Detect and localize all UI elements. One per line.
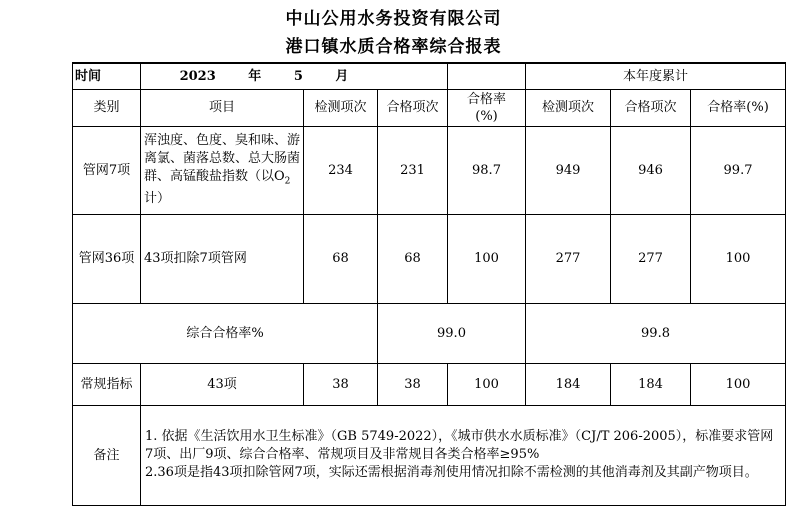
overall-cum-value: 99.8 (526, 303, 786, 363)
col-rate (448, 89, 526, 126)
time-row-spacer (448, 63, 526, 89)
row-category: 管网7项 (73, 126, 141, 214)
row-cum-rate: 99.7 (691, 126, 786, 214)
column-header-row (73, 89, 786, 126)
routine-row (73, 363, 786, 405)
col-rate-line2: (%) (475, 108, 498, 124)
row-rate: 100 (448, 214, 526, 303)
remarks-row (73, 405, 786, 505)
routine-tested: 38 (304, 363, 378, 405)
row-cum-passed: 946 (611, 126, 691, 214)
col-cum-passed: 合格项次 (611, 89, 691, 126)
row-cum-tested: 277 (526, 214, 611, 303)
company-name: 中山公用水务投资有限公司 (285, 9, 502, 29)
overall-month-value: 99.0 (378, 303, 526, 363)
routine-category: 常规指标 (73, 363, 141, 405)
routine-cum-passed: 184 (611, 363, 691, 405)
row-passed: 231 (378, 126, 448, 214)
row-item: 43项扣除7项管网 (141, 214, 304, 303)
report-date (141, 63, 448, 89)
row-item-text: 浑浊度、色度、臭和味、游离氯、菌落总数、总大肠菌群、高锰酸盐指数（以O (144, 132, 301, 184)
report-year: 2023 (179, 68, 216, 84)
row-category: 管网36项 (73, 214, 141, 303)
water-quality-table (72, 62, 786, 506)
remarks-text (141, 405, 786, 505)
row-item-subscript: 2 (284, 176, 291, 187)
table-row (73, 126, 786, 214)
overall-label: 综合合格率% (73, 303, 378, 363)
row-tested: 68 (304, 214, 378, 303)
row-item-tail: 计） (144, 191, 171, 207)
col-rate-line1: 合格率 (466, 91, 506, 107)
remark-line-2: 2.36项是指43项扣除管网7项，实际还需根据消毒剂使用情况扣除不需检测的其他消毒剂及其副产物项目。 (145, 465, 758, 480)
col-item: 项目 (141, 89, 304, 126)
routine-passed: 38 (378, 363, 448, 405)
col-category: 类别 (73, 89, 141, 126)
cumulative-label: 本年度累计 (526, 63, 786, 89)
report-month: 5 (293, 68, 303, 84)
row-cum-passed: 277 (611, 214, 691, 303)
col-cum-rate: 合格率(%) (691, 89, 786, 126)
time-label: 时间 (73, 63, 141, 89)
routine-item: 43项 (141, 363, 304, 405)
col-cum-tested: 检测项次 (526, 89, 611, 126)
row-item (141, 126, 304, 214)
overall-rate-row (73, 303, 786, 363)
time-row (73, 63, 786, 89)
routine-cum-rate: 100 (691, 363, 786, 405)
report-title: 港口镇水质合格率综合报表 (285, 37, 502, 57)
remarks-label: 备注 (73, 405, 141, 505)
routine-rate: 100 (448, 363, 526, 405)
row-cum-rate: 100 (691, 214, 786, 303)
row-tested: 234 (304, 126, 378, 214)
table-row (73, 214, 786, 303)
year-unit: 年 (248, 68, 262, 84)
month-unit: 月 (335, 68, 349, 84)
row-rate: 98.7 (448, 126, 526, 214)
row-passed: 68 (378, 214, 448, 303)
col-tested: 检测项次 (304, 89, 378, 126)
routine-cum-tested: 184 (526, 363, 611, 405)
row-cum-tested: 949 (526, 126, 611, 214)
remark-line-1: 1. 依据《生活饮用水卫生标准》（GB 5749-2022），《城市供水水质标准》（CJ/T 206-2005），标准要求管网7项、出厂9项、综合合格率、常规项目及非常规目各类合格率≥95% (145, 429, 774, 462)
col-passed: 合格项次 (378, 89, 448, 126)
